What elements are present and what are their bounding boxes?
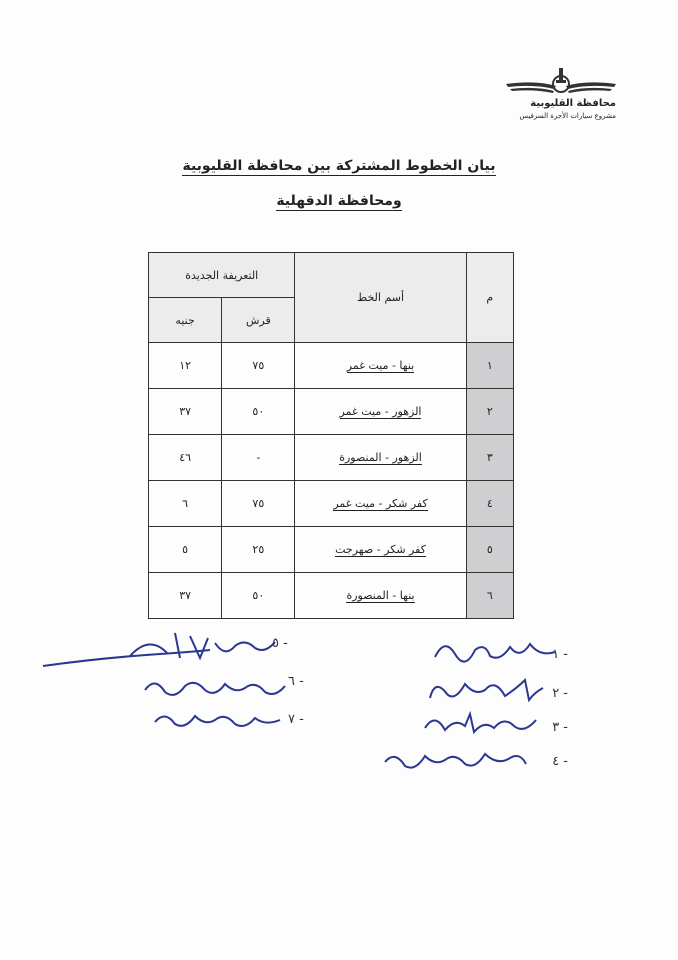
handwritten-signature-7 — [150, 704, 290, 734]
logo-subtitle: مشروع سيارات الأجرة السرفيس — [519, 112, 616, 120]
signature-7: ٧ - — [288, 712, 304, 727]
index-cell: ٥ — [466, 527, 513, 573]
pounds-cell: ٥ — [149, 527, 222, 573]
signature-6: ٦ - — [288, 674, 304, 689]
header-piasters: قرش — [222, 298, 295, 343]
pounds-cell: ١٢ — [149, 343, 222, 389]
header-index: م — [466, 253, 513, 343]
document-title: بيان الخطوط المشتركة بين محافظة القليوبية — [182, 158, 496, 174]
table-row — [149, 527, 514, 573]
signature-2: ٢ - — [552, 686, 568, 701]
route-cell: الزهور - المنصورة — [295, 435, 466, 481]
signature-5: ٥ - — [272, 636, 288, 651]
piasters-cell: ٧٥ — [222, 343, 295, 389]
pounds-cell: ٤٦ — [149, 435, 222, 481]
handwritten-signature-1 — [430, 632, 560, 672]
table-row — [149, 389, 514, 435]
handwritten-signature-2 — [425, 670, 545, 710]
wings-emblem-icon — [496, 62, 626, 102]
fare-table — [148, 252, 514, 619]
index-cell: ٤ — [466, 481, 513, 527]
piasters-cell: ٥٠ — [222, 389, 295, 435]
index-cell: ٣ — [466, 435, 513, 481]
handwritten-signature-6 — [140, 670, 290, 704]
piasters-cell: ٢٥ — [222, 527, 295, 573]
pounds-cell: ٣٧ — [149, 573, 222, 619]
route-cell: كفر شكر - ميت غمر — [295, 481, 466, 527]
handwritten-signature-4 — [380, 742, 530, 776]
signature-4: ٤ - — [552, 754, 568, 769]
header-new-fare: التعريفة الجديدة — [149, 253, 295, 298]
piasters-cell: ٥٠ — [222, 573, 295, 619]
pounds-cell: ٣٧ — [149, 389, 222, 435]
index-cell: ١ — [466, 343, 513, 389]
signature-1: ١ - — [552, 647, 568, 662]
header-route-name: أسم الخط — [295, 253, 466, 343]
header-pounds: جنيه — [149, 298, 222, 343]
route-cell: بنها - ميت غمر — [295, 343, 466, 389]
piasters-cell: - — [222, 435, 295, 481]
index-cell: ٢ — [466, 389, 513, 435]
route-cell: كفر شكر - صهرجت — [295, 527, 466, 573]
governorate-logo — [496, 62, 626, 124]
table-row — [149, 481, 514, 527]
document-subtitle: ومحافظة الدقهلية — [276, 193, 402, 209]
route-cell: بنها - المنصورة — [295, 573, 466, 619]
table-row — [149, 343, 514, 389]
signature-3: ٣ - — [552, 720, 568, 735]
handwritten-signature-3 — [420, 706, 540, 740]
handwritten-signature-5 — [40, 628, 290, 670]
pounds-cell: ٦ — [149, 481, 222, 527]
piasters-cell: ٧٥ — [222, 481, 295, 527]
route-cell: الزهور - ميت غمر — [295, 389, 466, 435]
table-row — [149, 573, 514, 619]
table-row — [149, 435, 514, 481]
index-cell: ٦ — [466, 573, 513, 619]
logo-title: محافظة القليوبية — [530, 98, 616, 109]
